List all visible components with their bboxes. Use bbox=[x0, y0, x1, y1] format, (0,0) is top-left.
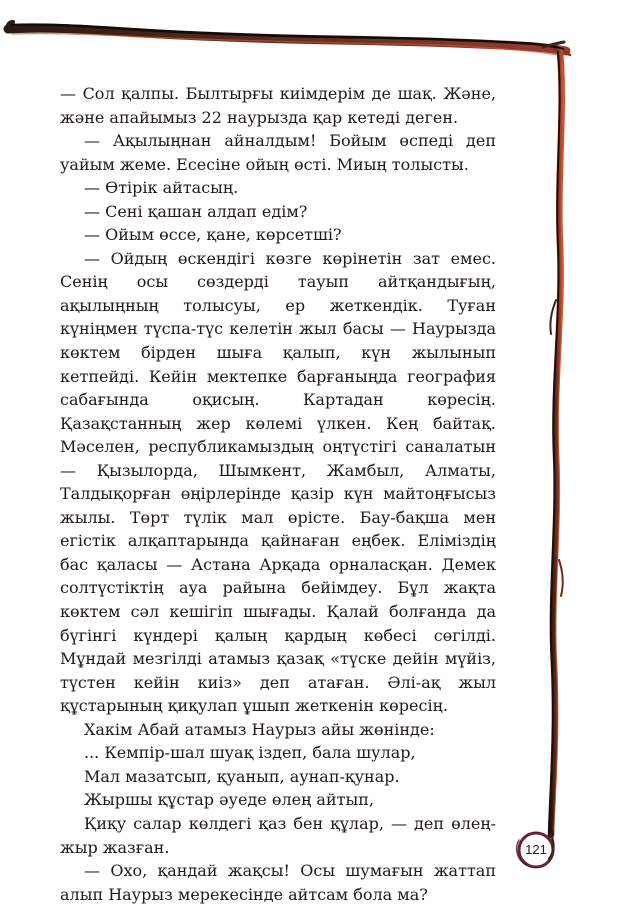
paragraph-when-lied: — Сені қашан алдап едім? bbox=[84, 201, 308, 221]
paragraph-lie: — Өтірік айтасың. bbox=[84, 178, 239, 198]
poem-line: Қиқу салар көлдегі қаз бен құлар, — деп өлең-жыр жазған. bbox=[60, 813, 496, 857]
poem-line: Жыршы құстар әуеде өлең айтып, bbox=[84, 790, 374, 810]
poem-line: ... Кемпір-шал шуақ іздеп, бала шулар, bbox=[84, 743, 416, 763]
paragraph-final-question: — Охо, қандай жақсы! Осы шумағын жаттап алып Наурыз мерекесінде айтсам бола ма? bbox=[60, 861, 496, 904]
page-number: 121 bbox=[525, 842, 547, 857]
right-stem bbox=[549, 52, 563, 835]
top-branch bbox=[8, 22, 570, 55]
paragraph-mind-grew: — Ақылыңнан айналдым! Бойым өспеді деп уайым жеме. Есесіне ойың өсті. Миың толысты. bbox=[60, 131, 496, 174]
paragraph-abai-intro: Хакім Абай атамыз Наурыз айы жөнінде: bbox=[84, 719, 435, 739]
story-text bbox=[60, 82, 496, 906]
paragraph-clothes: — Сол қалпы. Былтырғы киімдерім де шақ. Және, және апайымыз 22 наурызда қар кетеді деген. bbox=[60, 84, 496, 127]
paragraph-explanation: — Ойдың өскендігі көзге көрінетін зат емес. Сенің осы сөздерді тауып айтқандығың, ақылыңның толысуы, ер жеткендік. Туған күніңмен түспа-түс келетін жыл басы — Наурызда көктем бірден шыға қалып, күн жылынып кетпейді. Кейін мектепке барғаныңда география сабағында оқисың. Картадан көресің. Қазақстанның жер көлемі үлкен. Кең байтақ. Мәселен, республикамыздың оңтүстігі саналатын — Қызылорда, Шымкент, Жамбыл, Алматы, Талдықорған өңірлерінде қазір күн майтоңғысыз жылы. Төрт түлік мал өрісте. Бау-бақша мен егістік алқаптарында қайнаған еңбек. Еліміздің бас қаласы — Астана Арқада орналасқан. Демек солтүстіктің ауа райына бейімдеу. Бұл жақта көктем сәл кешігіп шығады. Қалай болғанда да бүгінгі күндері қалың қардың көбесі сөгілді. Мұндай мезгілді атамыз қазақ «түске дейін мүйіз, түстен кейін киіз» деп атаған. Әлі-ақ жыл құстарының қиқулап ұшып жеткенін көресің. bbox=[60, 248, 496, 716]
poem-line: Мал мазатсып, қуанып, аунап-қунар. bbox=[84, 766, 400, 786]
paragraph-show-me: — Ойым өссе, қане, көрсетші? bbox=[84, 225, 342, 245]
